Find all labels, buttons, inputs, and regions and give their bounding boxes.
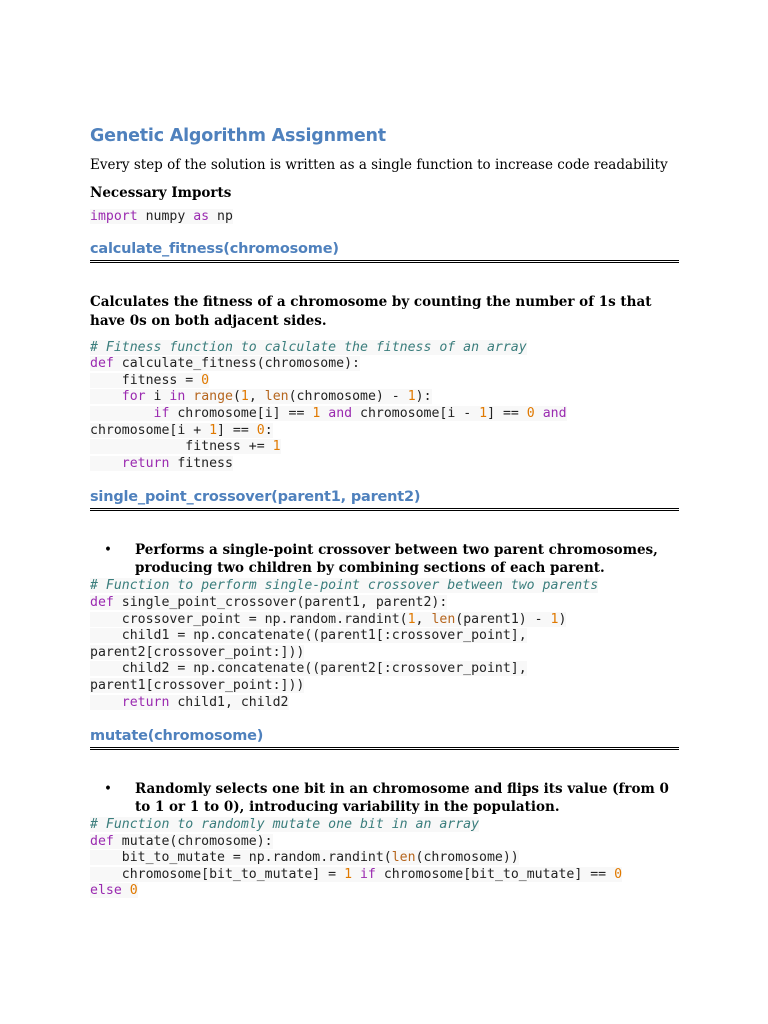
intro-paragraph: Every step of the solution is written as a single function to increase code readability [90,157,668,173]
code-token: chromosome[i + [90,422,210,438]
code-line [90,340,527,355]
code-token: i [145,389,170,405]
bullet-item-crossover [90,541,679,577]
code-token: child1, child2 [169,694,289,710]
code-token: else [90,883,122,899]
document-page [90,126,679,900]
code-token: 0 [201,372,210,388]
code-token: bit_to_mutate = np.random.randint( [90,850,392,866]
code-line [90,661,527,676]
section-description-single-point-crossover: Performs a single-point crossover between two parent chromosomes, producing two children by combining sections of each parent. [135,542,658,577]
code-token: if [153,405,170,421]
code-block-calculate-fitness [90,340,679,473]
code-line [90,817,479,832]
code-token: : [264,422,273,438]
code-token: chromosome[i - [352,405,480,421]
code-token: 0 [256,422,265,438]
bullet-item-mutate [90,780,679,816]
code-token: 1 [344,866,353,882]
code-token: 1 [407,389,416,405]
code-line [90,883,138,898]
code-token: def [90,594,114,610]
code-line [90,628,527,643]
code-token: 1 [479,405,488,421]
code-token: in [169,389,186,405]
code-token: return [121,455,170,471]
code-line [90,612,566,627]
code-token: ) [558,611,567,627]
code-token: def [90,356,114,372]
code-token: , [415,611,432,627]
code-token: len [431,611,456,627]
code-token: fitness = [90,372,202,388]
code-line [90,578,598,593]
code-token: 1 [407,611,416,627]
code-token: 0 [526,405,535,421]
bullet-glyph: • [104,781,112,798]
code-token: # Function to randomly mutate one bit in an array [90,817,480,833]
code-token: (parent1) - [455,611,551,627]
code-token: parent1[crossover_point:])) [90,677,305,693]
code-line [90,695,289,710]
code-token: ] == [217,422,257,438]
code-token: return [121,694,170,710]
code-token: # Function to perform single-point crossover between two parents [90,578,599,594]
code-token: chromosome[bit_to_mutate] = [90,866,345,882]
code-token: fitness [169,455,233,471]
code-token: crossover_point = np.random.randint( [90,611,408,627]
code-line [90,867,622,882]
code-block-single-point-crossover [90,578,679,711]
code-line [90,645,304,660]
section-heading-calculate-fitness: calculate_fitness(chromosome) [90,241,679,263]
code-token: calculate_fitness(chromosome): [113,356,360,372]
code-token: len [391,850,416,866]
code-token: # Fitness function to calculate the fitness of an array [90,339,527,355]
code-token: 1 [272,439,281,455]
code-token: ( [232,389,241,405]
code-token: parent2[crossover_point:])) [90,644,305,660]
code-line [90,373,209,388]
code-token [535,406,543,421]
code-token: ] == [487,405,527,421]
code-line [90,356,360,371]
code-token [122,883,130,898]
code-line [90,389,432,404]
section-description-mutate: Randomly selects one bit in an chromosome and flips its value (from 0 to 1 or 1 to 0), introducing variability in the population. [135,781,669,816]
code-token: (chromosome) - [288,389,408,405]
code-token: 1 [312,405,321,421]
code-token: ): [415,389,432,405]
code-token: mutate(chromosome): [113,833,273,849]
code-token [352,867,360,882]
code-token [90,389,122,404]
bullet-glyph: • [104,542,112,559]
code-token: numpy [137,209,194,224]
code-token: , [248,389,265,405]
code-line [90,456,233,471]
code-token [90,695,122,710]
code-token: def [90,833,114,849]
code-line [90,834,273,849]
code-line [90,406,567,421]
code-token: 1 [209,422,218,438]
code-token [90,456,122,471]
code-line [90,439,281,454]
code-token: (chromosome)) [415,850,519,866]
code-line [90,595,447,610]
section-heading-mutate: mutate(chromosome) [90,728,679,750]
code-token: 0 [129,883,138,899]
code-token: and [542,405,567,421]
code-block-mutate [90,817,679,900]
section-description-calculate-fitness: Calculates the fitness of a chromosome by counting the number of 1s that have 0s on both adjacent sides. [90,293,652,329]
code-token: 1 [240,389,249,405]
code-token: range [193,389,233,405]
code-token: len [264,389,289,405]
code-token: 1 [550,611,559,627]
code-token: and [328,405,353,421]
imports-label: Necessary Imports [90,185,232,201]
code-token: if [359,866,376,882]
code-token: as [193,209,210,224]
code-token: for [121,389,146,405]
code-token: fitness += [90,439,273,455]
imports-code-block [90,209,679,226]
code-token: child2 = np.concatenate((parent2[:crossover_point], [90,661,527,677]
code-token: chromosome[bit_to_mutate] == [375,866,615,882]
code-token: 0 [614,866,623,882]
section-heading-single-point-crossover: single_point_crossover(parent1, parent2) [90,489,679,511]
document-title: Genetic Algorithm Assignment [90,126,386,146]
code-token: single_point_crossover(parent1, parent2): [113,594,448,610]
code-token: np [209,209,233,224]
code-line [90,678,304,693]
code-token: import [90,209,138,224]
code-line [90,423,273,438]
code-token: chromosome[i] == [169,405,313,421]
code-line [90,209,233,224]
code-token: child1 = np.concatenate((parent1[:crossover_point], [90,628,527,644]
code-token [90,406,154,421]
code-line [90,850,519,865]
